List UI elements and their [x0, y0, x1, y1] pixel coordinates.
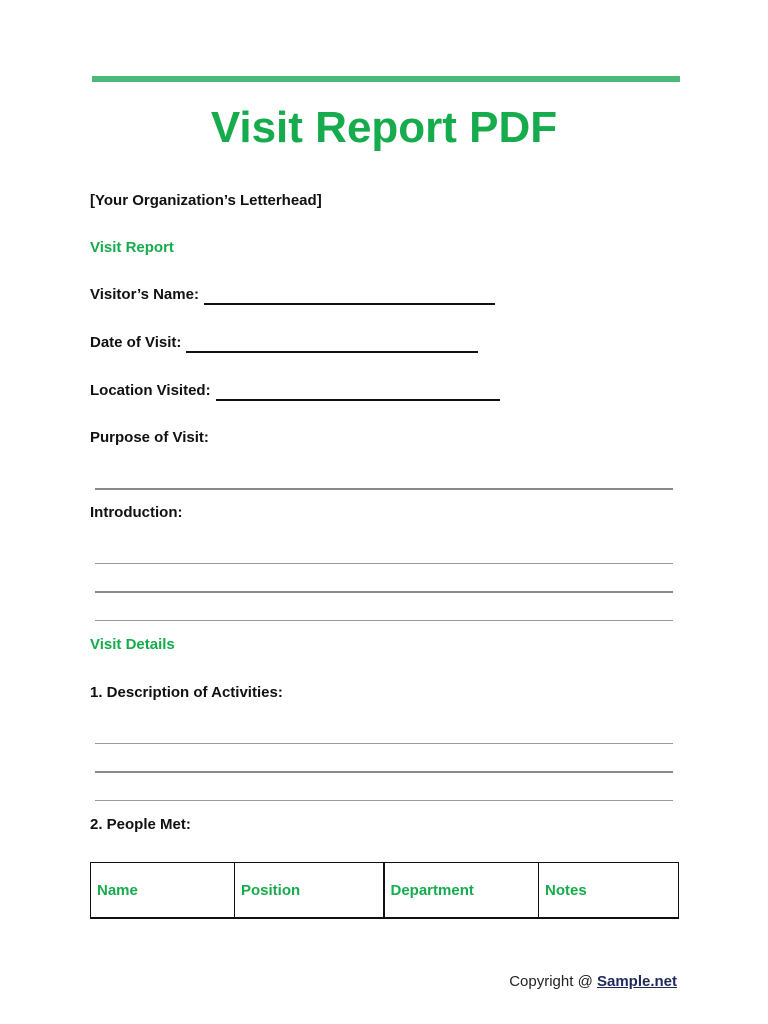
visit-details-heading: Visit Details	[90, 636, 175, 653]
table-header-row	[91, 863, 679, 919]
location-visited-blank[interactable]	[216, 385, 500, 401]
introduction-writing-line[interactable]	[95, 620, 673, 621]
date-of-visit-label: Date of Visit:	[90, 334, 182, 351]
table-header-cell: Position	[235, 863, 384, 919]
document-title: Visit Report PDF	[210, 103, 558, 152]
location-visited-field[interactable]	[90, 381, 500, 401]
copyright-text: Copyright @	[509, 973, 597, 990]
visitor-name-label: Visitor’s Name:	[90, 286, 199, 303]
sample-net-link[interactable]: Sample.net	[596, 973, 677, 990]
location-visited-label: Location Visited:	[90, 382, 211, 399]
table-header-cell: Department	[384, 863, 539, 919]
introduction-writing-line[interactable]	[95, 591, 673, 593]
letterhead-placeholder: [Your Organization’s Letterhead]	[90, 192, 322, 209]
introduction-label: Introduction:	[90, 504, 183, 521]
title-accent-bar	[92, 76, 680, 82]
visitor-name-field[interactable]	[90, 285, 495, 305]
people-met-table	[90, 862, 679, 919]
activities-label: 1. Description of Activities:	[90, 684, 283, 701]
copyright-footer	[509, 972, 677, 992]
table-header-cell: Name	[91, 863, 235, 919]
date-of-visit-blank[interactable]	[186, 337, 478, 353]
purpose-of-visit-label: Purpose of Visit:	[90, 429, 209, 446]
introduction-writing-line[interactable]	[95, 563, 673, 564]
visit-report-heading: Visit Report	[90, 239, 174, 256]
activities-writing-line[interactable]	[95, 771, 673, 773]
activities-writing-line[interactable]	[95, 743, 673, 744]
table-header-cell: Notes	[539, 863, 679, 919]
date-of-visit-field[interactable]	[90, 333, 478, 353]
purpose-writing-line[interactable]	[95, 488, 673, 490]
people-met-label: 2. People Met:	[90, 816, 191, 833]
visitor-name-blank[interactable]	[204, 289, 495, 305]
activities-writing-line[interactable]	[95, 800, 673, 801]
